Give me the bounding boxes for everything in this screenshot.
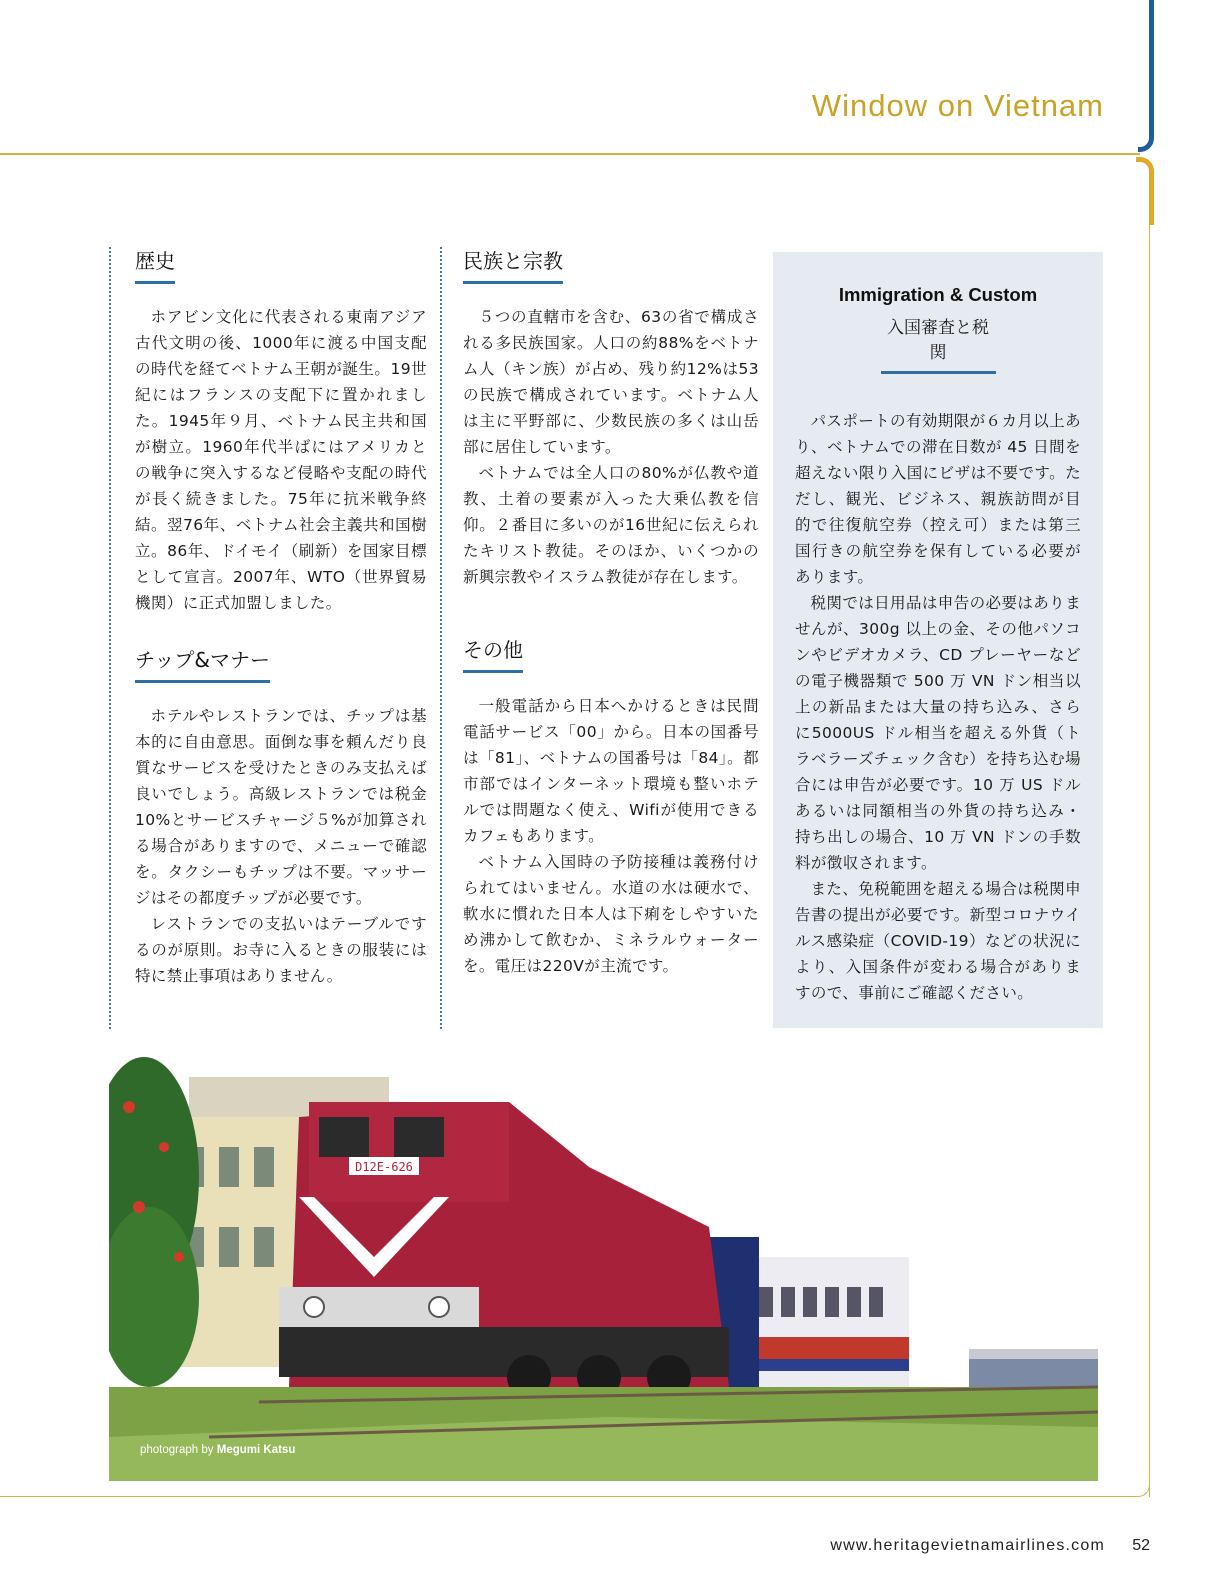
history-section bbox=[135, 245, 427, 616]
other-section bbox=[463, 634, 759, 979]
tips-section bbox=[135, 644, 427, 989]
sidebar-subtitle: 入国審査と税関 bbox=[881, 313, 996, 374]
page-number: 52 bbox=[1132, 1537, 1150, 1554]
column-divider-middle bbox=[440, 247, 442, 1029]
header-gold-tab bbox=[1136, 157, 1154, 225]
train-photo bbox=[109, 1057, 1098, 1481]
sidebar-title: Immigration & Custom bbox=[838, 284, 1038, 305]
footer-corner bbox=[1130, 1476, 1150, 1497]
train-illustration bbox=[109, 1057, 1098, 1481]
other-paragraph-1: 一般電話から日本へかけるときは民間電話サービス「00」から。日本の国番号は「81」、ベトナムの国番号は「84」。都市部ではインターネット環境も整いホテルでは問題なく使え、Wifiが使用できるカフェもあります。 bbox=[463, 697, 759, 845]
header-rule bbox=[0, 153, 1140, 155]
right-border-rule bbox=[1149, 225, 1150, 1497]
history-heading: 歴史 bbox=[135, 245, 175, 284]
footer-url: www.heritagevietnamairlines.com bbox=[830, 1537, 1105, 1554]
sidebar-body bbox=[795, 408, 1081, 1006]
sidebar-paragraph-3: また、免税範囲を超える場合は税関申告書の提出が必要です。新型コロナウイルス感染症（COVID-19）などの状況により、入国条件が変わる場合がありますので、事前にご確認ください。 bbox=[795, 880, 1081, 1002]
history-paragraph: ホアビン文化に代表される東南アジア古代文明の後、1000年に渡る中国支配の時代を経てベトナム王朝が誕生。19世紀にはフランスの支配下に置かれました。1945年９月、ベトナム民主共和国が樹立。1960年代半ばにはアメリカとの戦争に突入するなど侵略や支配の時代が長く続きました。75年に抗米戦争終結。翌76年、ベトナム社会主義共和国樹立。86年、ドイモイ（刷新）を国家目標として宣言。2007年、WTO（世界貿易機関）に正式加盟しました。 bbox=[135, 308, 427, 612]
photo-credit bbox=[140, 1444, 295, 1456]
section-title: Window on Vietnam bbox=[811, 88, 1104, 123]
ethnicity-paragraph-2: ベトナムでは全人口の80%が仏教や道教、土着の要素が入った大乗仏教を信仰。２番目に多いのが16世紀に伝えられたキリスト教徒。そのほか、いくつかの新興宗教やイスラム教徒が存在します。 bbox=[463, 464, 759, 586]
left-column bbox=[135, 245, 427, 989]
middle-column bbox=[463, 245, 759, 979]
tips-heading: チップ&マナー bbox=[135, 644, 270, 683]
ethnicity-heading: 民族と宗教 bbox=[463, 245, 563, 284]
photo-credit-name: Megumi Katsu bbox=[216, 1444, 296, 1456]
tips-paragraph-1: ホテルやレストランでは、チップは基本的に自由意思。面倒な事を頼んだり良質なサービスを受けたときのみ支払えば良いでしょう。高級レストランでは税金10%とサービスチャージ５%が加算される場合がありますので、メニューで確認を。タクシーもチップは不要。マッサージはその都度チップが必要です。 bbox=[135, 707, 427, 907]
column-divider-left bbox=[109, 247, 111, 1029]
other-heading: その他 bbox=[463, 634, 523, 673]
ethnicity-paragraph-1: ５つの直轄市を含む、63の省で構成される多民族国家。人口の約88%をベトナム人（キン族）が占め、残り約12%は53の民族で構成されています。ベトナム人は主に平野部に、少数民族の多くは山岳部に居住しています。 bbox=[463, 308, 759, 456]
sidebar-paragraph-2: 税関では日用品は申告の必要はありませんが、300g 以上の金、その他パソコンやビデオカメラ、CD プレーヤーなどの電子機器類で 500 万 VN ドン相当以上の新品または大量の持ち込み、さらに5000US ドル相当を超える外貨（トラベラーズチェック含む）を持ち込む場合には申告が必要です。10 万 US ドルあるいは同額相当の外貨の持ち込み・持ち出しの場合、10 万 VN ドンの手数料が徴収されます。 bbox=[795, 594, 1081, 872]
locomotive-number: D12E-626 bbox=[355, 1160, 413, 1174]
immigration-sidebar bbox=[773, 252, 1103, 1028]
sidebar-paragraph-1: パスポートの有効期限が６カ月以上あり、ベトナムでの滞在日数が 45 日間を超えない限り入国にビザは不要です。ただし、観光、ビジネス、親族訪問が目的で往復航空券（控え可）または第三国行きの航空券を保有している必要があります。 bbox=[795, 412, 1081, 586]
tips-paragraph-2: レストランでの支払いはテーブルでするのが原則。お寺に入るときの服装には特に禁止事項はありません。 bbox=[135, 915, 427, 985]
photo-credit-prefix: photograph by bbox=[140, 1444, 214, 1456]
header-blue-tab bbox=[1138, 0, 1154, 152]
other-paragraph-2: ベトナム入国時の予防接種は義務付けられてはいません。水道の水は硬水で、軟水に慣れた日本人は下痢をしやすいため沸かして飲むか、ミネラルウォーターを。電圧は220Vが主流です。 bbox=[463, 853, 759, 975]
ethnicity-section bbox=[463, 245, 759, 590]
footer-rule bbox=[0, 1496, 1135, 1497]
